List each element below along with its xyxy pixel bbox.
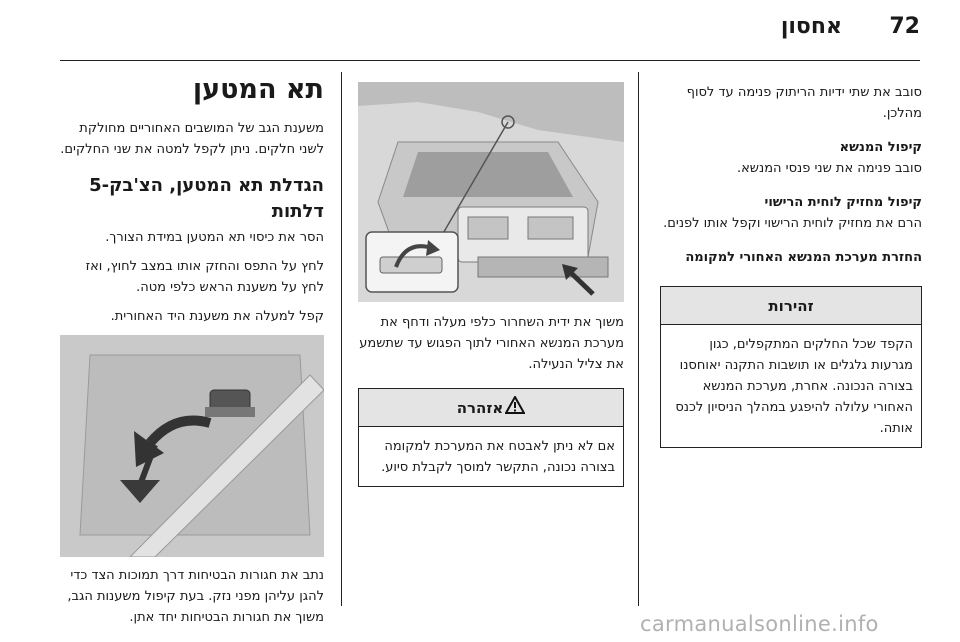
right-column: [660, 82, 922, 448]
fold-carrier-text: סובב פנימה את שני פנסי המנשא.: [736, 161, 922, 176]
caution-box: [660, 286, 922, 448]
plate-holder-heading: קיפול מחזיק לוחית הרישוי: [764, 195, 922, 210]
step-fold-armrest: קפל למעלה את משענת היד האחורית.: [110, 309, 324, 324]
warning-box: [358, 388, 624, 487]
page-header: [60, 14, 920, 44]
middle-column: [358, 72, 624, 487]
page-number: 72: [889, 14, 920, 39]
enlarge-cargo-subhead: הגדלת תא המטען, הצ'בק-5 דלתות: [89, 175, 324, 222]
plate-holder-text: הרם את מחזיק לוחית הרישוי וקפל אותו לפנים.: [663, 216, 922, 231]
rear-carrier-illustration: [358, 82, 624, 302]
caution-text: הקפד שכל החלקים המתקפלים, כגון מגרעות גלגלים או תושבות התקנה יאוחסנו בצורה הנכונה. אחרת, מערכת המנשא האחורי עלולה להיפגע במהלך הניסיון לכנס אותה.: [675, 337, 913, 436]
column-divider-right: [638, 72, 639, 606]
return-carrier-heading: החזרת מערכת המנשא האחורי למקומה: [685, 250, 922, 265]
push-carrier-text: משוך את ידית השחרור כלפי מעלה ודחף את מערכת המנשא האחורי לתוך הפגוש עד שתשמע את צליל הנעילה.: [359, 315, 624, 372]
warning-header: [359, 389, 623, 427]
seatbelt-illustration: [60, 335, 324, 557]
step-remove-cover: הסר את כיסוי תא המטען במידת הצורך.: [105, 230, 324, 245]
caution-title: זהירות: [661, 287, 921, 325]
section-name: אחסון: [780, 14, 842, 39]
warning-triangle-icon: [505, 390, 525, 428]
watermark: carmanualsonline.info: [640, 612, 879, 636]
fold-carrier-heading: קיפול המנשא: [839, 140, 922, 155]
warning-title: אזהרה: [456, 399, 504, 417]
column-divider-left: [341, 72, 342, 606]
section-title: תא המטען: [192, 74, 324, 105]
header-divider: [60, 60, 920, 61]
warning-text: אם לא ניתן לאבטח את המערכת למקומה בצורה נכונה, התקשר למוסך לקבלת סיוע.: [381, 439, 615, 475]
rear-seat-intro-text: משענת הגב של המושבים האחוריים מחולקת לשני חלקים. ניתן לקפל למטה את שני החלקים.: [60, 121, 324, 157]
seatbelt-routing-text: נתב את חגורות הבטיחות דרך תמוכות הצד כדי להגן עליהן מפני נזק. בעת קיפול משענות הגב, משוך את חגורות הבטיחות יחד אתן.: [67, 568, 324, 625]
left-column: [60, 72, 324, 641]
step-press-latch: לחץ על התפס והחזק אותו במצב לחוץ, ואז לחץ על משענת הראש כלפי מטה.: [85, 259, 324, 295]
release-handles-text: סובב את שתי ידיות הריתוק פנימה עד לסוף מהלכן.: [686, 85, 922, 121]
